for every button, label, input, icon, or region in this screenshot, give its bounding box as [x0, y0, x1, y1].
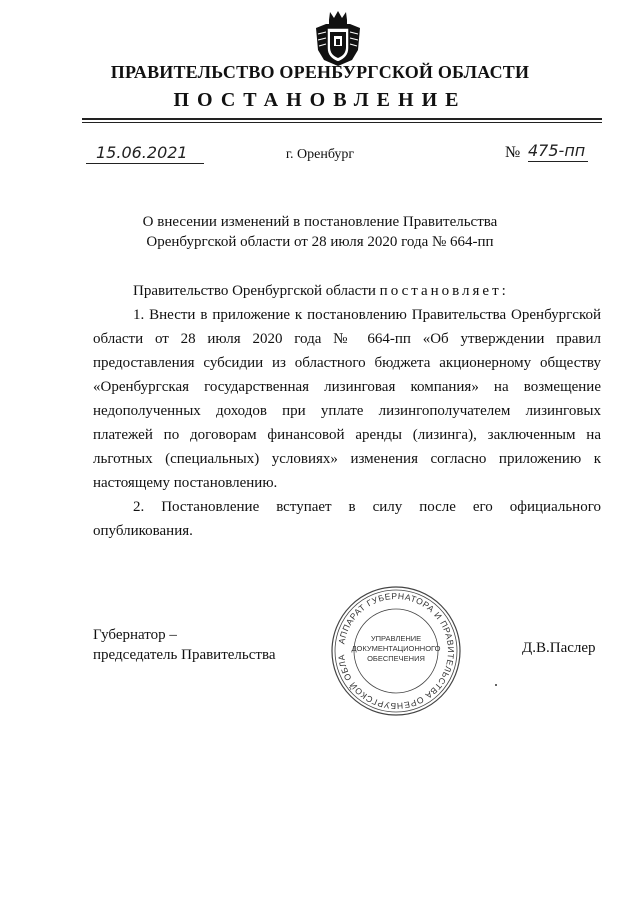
header-rule-thick	[82, 118, 602, 120]
signatory-position-line-2: председатель Правительства	[93, 647, 276, 663]
stamp-line-2: ДОКУМЕНТАЦИОННОГО	[351, 644, 441, 653]
body-intro	[93, 279, 601, 303]
signatory-position	[93, 625, 276, 665]
subject-line-1: О внесении изменений в постановление Правительства	[142, 214, 498, 230]
document-body	[93, 279, 601, 543]
signatory-name: Д.В.Паслер	[522, 640, 596, 656]
coat-of-arms-icon	[312, 10, 364, 68]
document-number: 475-пп	[528, 141, 588, 162]
document-number-label: №	[505, 144, 521, 161]
ink-dot	[495, 684, 497, 686]
intro-suffix: :	[501, 283, 506, 299]
official-stamp	[330, 585, 462, 717]
document-city: г. Оренбург	[285, 147, 355, 162]
document-date: 15.06.2021	[86, 143, 204, 164]
stamp-ring-text: АППАРАТ ГУБЕРНАТОРА И ПРАВИТЕЛЬСТВА ОРЕНБУРГСКОЙ ОБЛА	[336, 590, 457, 712]
intro-spaced-verb: постановляет	[379, 283, 502, 299]
document-type-title: ПОСТАНОВЛЕНИЕ	[173, 89, 467, 111]
document-subject	[0, 212, 640, 252]
stamp-line-3: ОБЕСПЕЧЕНИЯ	[367, 654, 425, 663]
subject-line-2: Оренбургской области от 28 июля 2020 года № 664-пп	[146, 234, 494, 250]
header-rule-thin	[82, 122, 602, 123]
organization-title: ПРАВИТЕЛЬСТВО ОРЕНБУРГСКОЙ ОБЛАСТИ	[110, 62, 530, 82]
intro-prefix: Правительство Оренбургской области	[133, 283, 380, 299]
signatory-position-line-1: Губернатор –	[93, 627, 177, 643]
body-item-1: 1. Внести в приложение к постановлению Правительства Оренбургской области от 28 июля 2020 года № 664-пп «Об утверждении правил предоставления субсидии из областного бюджета акционерному обществу «Оренбургская государственная лизинговая компания» на возмещение недополученных доходов при уплате лизингополучателем лизинговых платежей по договорам финансовой аренды (лизинга), заключенным на льготных (специальных) условиях» изменения согласно приложению к настоящему постановлению.	[93, 307, 601, 491]
stamp-line-1: УПРАВЛЕНИЕ	[370, 634, 422, 643]
body-item-2: 2. Постановление вступает в силу после его официального опубликования.	[93, 499, 601, 539]
